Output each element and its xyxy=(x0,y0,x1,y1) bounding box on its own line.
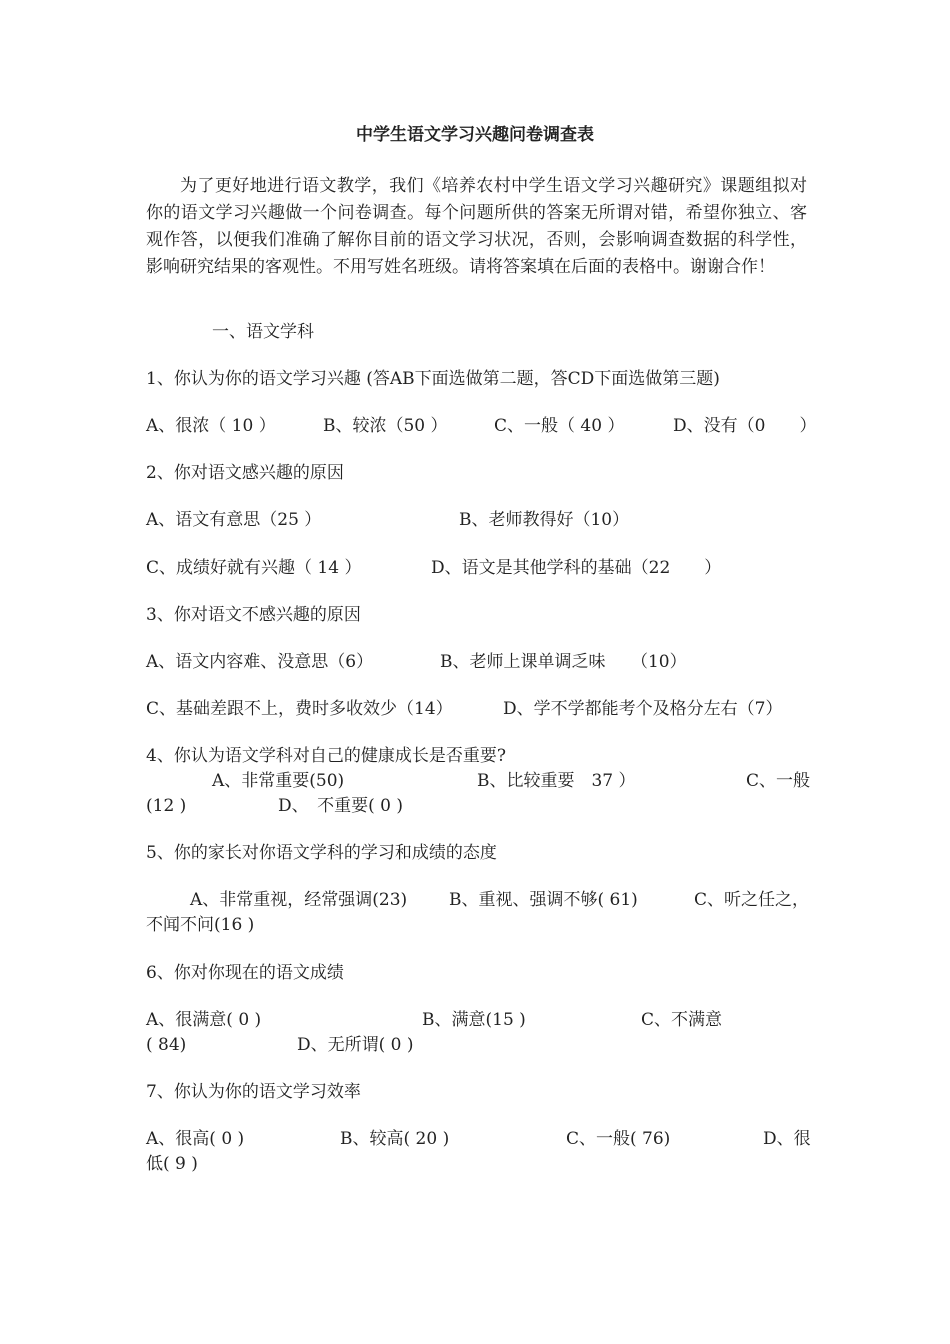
q4-option-c: C、一般 xyxy=(746,771,811,791)
question-1-text: 1、你认为你的语文学习兴趣 (答AB下面选做第二题，答CD下面选做第三题) xyxy=(146,369,720,389)
intro-paragraph: 为了更好地进行语文教学，我们《培养农村中学生语文学习兴趣研究》课题组拟对你的语文学习兴趣做一个问卷调查。每个问题所供的答案无所谓对错，希望你独立、客观作答，以便我们准确了解你目前的语文学习状况，否则，会影响调查数据的科学性，影响研究结果的客观性。不用写姓名班级。请将答案填在后面的表格中。谢谢合作！ xyxy=(146,176,807,277)
q4-option-c-value: (12 ) xyxy=(146,796,187,816)
q7-option-d: D、很 xyxy=(763,1129,811,1149)
q2-option-a: A、语文有意思（25 ） xyxy=(146,510,322,530)
question-5-text: 5、你的家长对你语文学科的学习和成绩的态度 xyxy=(146,843,497,863)
q7-option-b: B、较高( 20 ) xyxy=(340,1129,450,1149)
q6-option-d: D、无所谓( 0 ) xyxy=(297,1035,414,1055)
q5-option-c-cont: 不闻不问(16 ) xyxy=(146,915,255,935)
q5-option-c: C、听之任之， xyxy=(694,890,810,910)
q3-option-a: A、语文内容难、没意思（6） xyxy=(146,652,374,672)
q1-option-b: B、较浓（50 ） xyxy=(323,416,448,436)
q3-option-c: C、基础差跟不上，费时多收效少（14） xyxy=(146,699,453,719)
q5-option-b: B、重视、强调不够( 61) xyxy=(449,890,638,910)
question-7-text: 7、你认为你的语文学习效率 xyxy=(146,1082,361,1102)
q4-option-b: B、比较重要 37 ） xyxy=(477,771,636,791)
q1-option-a: A、很浓（ 10 ） xyxy=(146,416,276,436)
document-title: 中学生语文学习兴趣问卷调查表 xyxy=(356,125,594,145)
q4-option-d: D、 不重要( 0 ) xyxy=(278,796,404,816)
q7-option-c: C、一般( 76) xyxy=(566,1129,671,1149)
q5-option-a: A、非常重视，经常强调(23) xyxy=(190,890,408,910)
q6-option-a: A、很满意( 0 ) xyxy=(146,1010,262,1030)
q2-option-d: D、语文是其他学科的基础（22 ） xyxy=(431,558,722,578)
q3-option-b: B、老师上课单调乏味 （10） xyxy=(440,652,687,672)
q1-option-c: C、一般（ 40 ） xyxy=(494,416,625,436)
q2-option-b: B、老师教得好（10） xyxy=(459,510,630,530)
q7-option-a: A、很高( 0 ) xyxy=(146,1129,245,1149)
q3-option-d: D、学不学都能考个及格分左右（7） xyxy=(503,699,783,719)
q6-option-b: B、满意(15 ) xyxy=(422,1010,526,1030)
q7-option-d-cont: 低( 9 ) xyxy=(146,1154,198,1174)
q6-option-c: C、不满意 xyxy=(641,1010,723,1030)
q2-option-c: C、成绩好就有兴趣（ 14 ） xyxy=(146,558,362,578)
q4-option-a: A、非常重要(50) xyxy=(212,771,345,791)
section-heading: 一、语文学科 xyxy=(212,322,314,342)
question-3-text: 3、你对语文不感兴趣的原因 xyxy=(146,605,361,625)
q1-option-d: D、没有（0 ） xyxy=(673,416,817,436)
question-6-text: 6、你对你现在的语文成绩 xyxy=(146,963,344,983)
q6-option-c-value: ( 84) xyxy=(146,1035,187,1055)
question-2-text: 2、你对语文感兴趣的原因 xyxy=(146,463,344,483)
question-4-text: 4、你认为语文学科对自己的健康成长是否重要? xyxy=(146,746,506,766)
